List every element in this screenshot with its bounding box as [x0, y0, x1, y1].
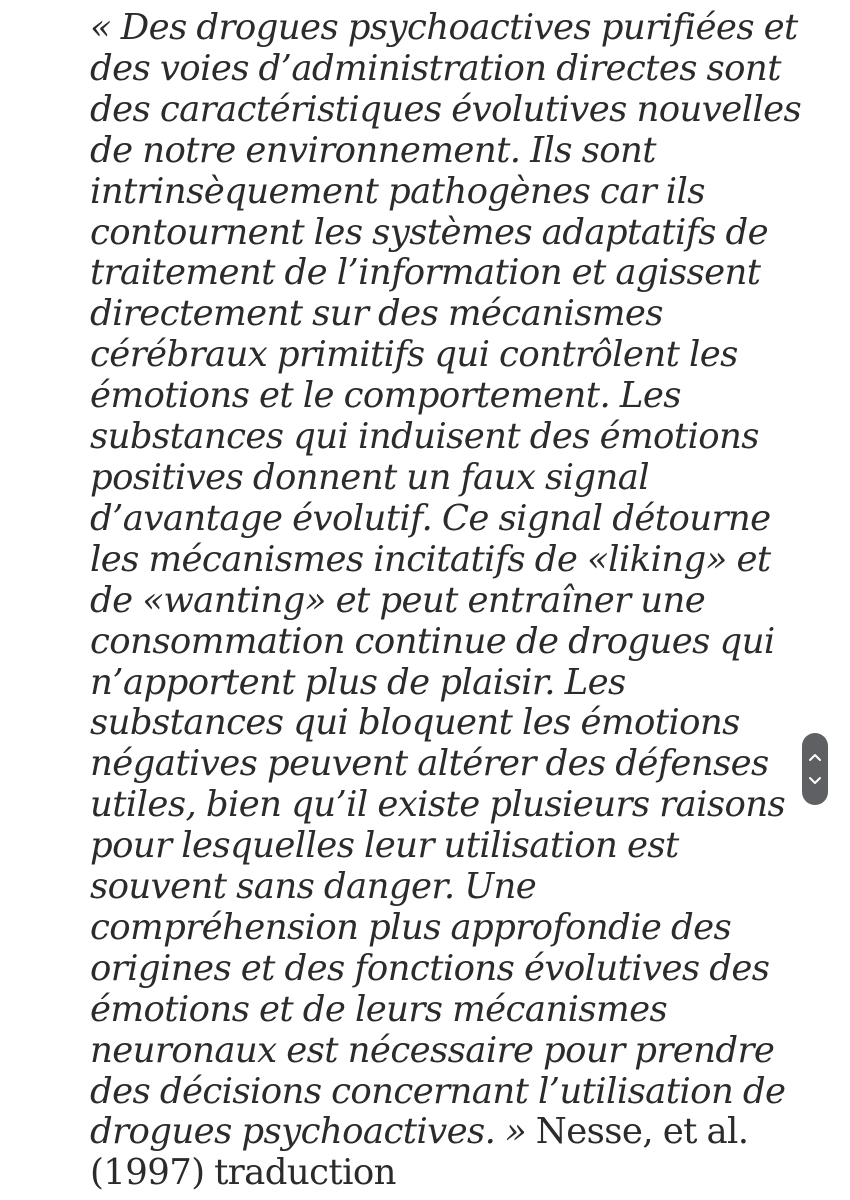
quote-line: « Des drogues psychoactives purifiées et	[90, 7, 798, 48]
quote-closing-text: drogues psychoactives. »	[90, 1111, 527, 1153]
quote-line: directement sur des mécanismes	[90, 293, 663, 335]
quote-line: contournent les systèmes adaptatifs de	[90, 211, 769, 253]
quote-text	[90, 7, 802, 1194]
quote-last-line	[90, 1112, 790, 1153]
quote-line: cérébraux primitifs qui contrôlent les	[90, 334, 738, 376]
quote-line: émotions et de leurs mécanismes	[90, 988, 668, 1030]
chevron-down-icon[interactable]	[807, 774, 823, 788]
quote-line: intrinsèquement pathogènes car ils	[90, 170, 705, 212]
quote-line: des voies d’administration directes sont	[90, 47, 781, 89]
quote-line: compréhension plus approfondie des	[90, 906, 732, 948]
quote-line: substances qui bloquent les émotions	[90, 702, 740, 744]
quote-line: émotions et le comportement. Les	[90, 375, 681, 417]
quote-line: pour lesquelles leur utilisation est	[90, 825, 679, 867]
quote-line: traitement de l’information et agissent	[90, 252, 761, 294]
quote-line: d’avantage évolutif. Ce signal détourne	[90, 497, 771, 539]
quote-line: des décisions concernant l’utilisation de	[90, 1070, 786, 1112]
quote-line: souvent sans danger. Une	[90, 866, 537, 908]
quote-line: négatives peuvent altérer des défenses	[90, 743, 769, 785]
scroll-control[interactable]	[802, 733, 828, 805]
quote-line: de notre environnement. Ils sont	[90, 129, 656, 171]
quote-line: de «wanting» et peut entraîner une	[90, 579, 706, 621]
citation: (1997) traduction	[90, 1152, 396, 1194]
author-attribution: Nesse, et al.	[526, 1111, 749, 1153]
chevron-up-icon[interactable]	[807, 750, 823, 764]
quote-line: consommation continue de drogues qui	[90, 620, 775, 662]
quote-line: n’apportent plus de plaisir. Les	[90, 661, 626, 703]
quote-line: neuronaux est nécessaire pour prendre	[90, 1029, 775, 1071]
quote-line: utiles, bien qu’il existe plusieurs raisons	[90, 784, 786, 826]
quote-line: les mécanismes incitatifs de «liking» et	[90, 538, 771, 580]
quote-line: positives donnent un faux signal	[90, 456, 650, 498]
quote-line: substances qui induisent des émotions	[90, 416, 759, 458]
quote-line: des caractéristiques évolutives nouvelles	[90, 88, 802, 130]
quote-line: origines et des fonctions évolutives des	[90, 947, 770, 989]
